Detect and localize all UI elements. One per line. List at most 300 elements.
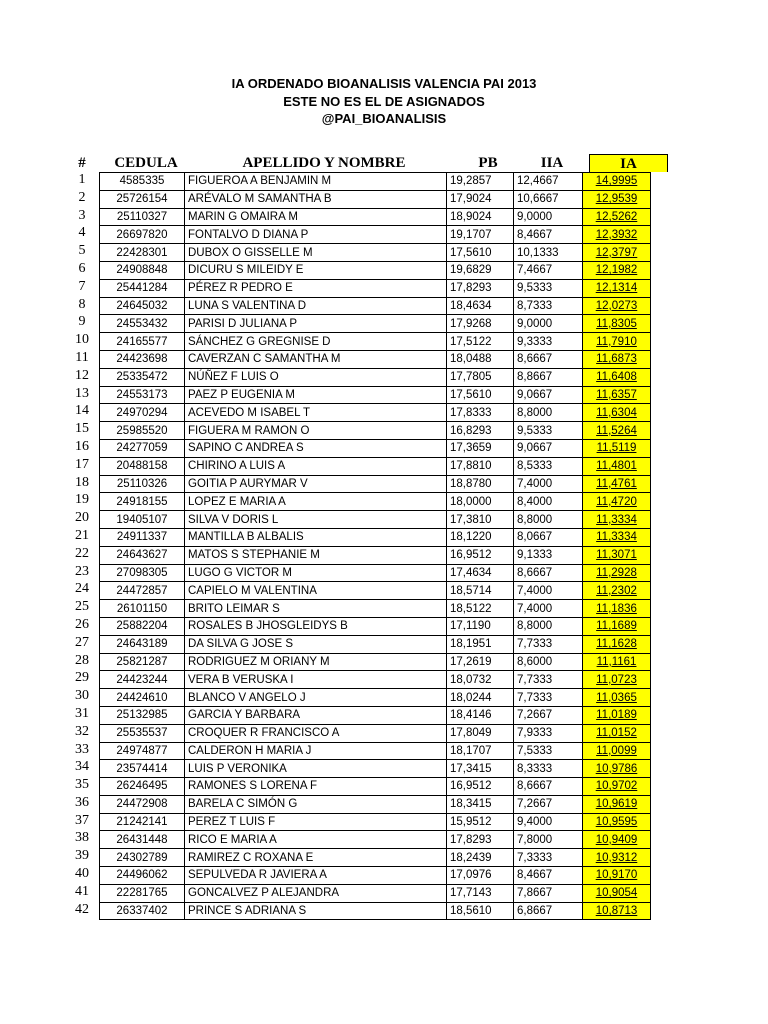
iia-cell: 9,5333: [514, 422, 583, 440]
nombre-cell: LUIS P VERONIKA: [185, 760, 447, 778]
pb-cell: 17,1190: [447, 617, 514, 635]
ia-cell: 11,1161: [583, 653, 651, 671]
nombre-cell: BLANCO V ANGELO J: [185, 689, 447, 707]
iia-cell: 9,0667: [514, 439, 583, 457]
cedula-cell: 24643627: [100, 546, 185, 564]
row-number: 33: [75, 741, 89, 757]
pb-cell: 17,8293: [447, 831, 514, 849]
table-row: [100, 493, 651, 511]
pb-cell: 17,8049: [447, 724, 514, 742]
cedula-cell: 22281765: [100, 884, 185, 902]
row-number: 17: [75, 456, 89, 472]
column-header-cedula: CEDULA: [114, 155, 178, 171]
iia-cell: 7,4000: [514, 475, 583, 493]
table-row: [100, 564, 651, 582]
table-row: [100, 208, 651, 226]
row-number: 5: [78, 243, 86, 259]
iia-cell: 7,7333: [514, 671, 583, 689]
nombre-cell: DA SILVA G JOSE S: [185, 635, 447, 653]
table-row: [100, 653, 651, 671]
cedula-cell: 24423244: [100, 671, 185, 689]
row-number: 36: [75, 794, 89, 810]
iia-cell: 7,2667: [514, 795, 583, 813]
iia-cell: 8,5333: [514, 457, 583, 475]
iia-cell: 7,2667: [514, 706, 583, 724]
pb-cell: 18,9024: [447, 208, 514, 226]
results-table: [99, 172, 651, 920]
cedula-cell: 24970294: [100, 404, 185, 422]
iia-cell: 7,4000: [514, 582, 583, 600]
ia-cell: 12,3797: [583, 244, 651, 262]
ia-cell: 11,6304: [583, 404, 651, 422]
iia-cell: 8,3333: [514, 760, 583, 778]
nombre-cell: BARELA C SIMÓN G: [185, 795, 447, 813]
pb-cell: 17,4634: [447, 564, 514, 582]
pb-cell: 18,4634: [447, 297, 514, 315]
row-number: 15: [75, 421, 89, 437]
iia-cell: 8,6667: [514, 350, 583, 368]
nombre-cell: SAPINO C ANDREA S: [185, 439, 447, 457]
ia-cell: 11,4761: [583, 475, 651, 493]
pb-cell: 17,8810: [447, 457, 514, 475]
table-row: [100, 457, 651, 475]
iia-cell: 9,3333: [514, 333, 583, 351]
row-number: 31: [75, 705, 89, 721]
iia-cell: 7,8000: [514, 831, 583, 849]
nombre-cell: PEREZ T LUIS F: [185, 813, 447, 831]
row-number: 16: [75, 438, 89, 454]
row-number: 41: [75, 883, 89, 899]
pb-cell: 18,4146: [447, 706, 514, 724]
pb-cell: 17,2619: [447, 653, 514, 671]
row-number: 23: [75, 563, 89, 579]
pb-cell: 17,3415: [447, 760, 514, 778]
cedula-cell: 25535537: [100, 724, 185, 742]
ia-cell: 11,2302: [583, 582, 651, 600]
table-row: [100, 724, 651, 742]
cedula-cell: 23574414: [100, 760, 185, 778]
table-row: [100, 368, 651, 386]
nombre-cell: PARISI D JULIANA P: [185, 315, 447, 333]
table-row: [100, 279, 651, 297]
nombre-cell: LUGO G VICTOR M: [185, 564, 447, 582]
nombre-cell: GOITIA P AURYMAR V: [185, 475, 447, 493]
ia-cell: 10,9786: [583, 760, 651, 778]
table-row: [100, 635, 651, 653]
ia-cell: 12,5262: [583, 208, 651, 226]
table-row: [100, 244, 651, 262]
ia-cell: 11,3334: [583, 511, 651, 529]
column-header-nombre: APELLIDO Y NOMBRE: [242, 155, 406, 171]
iia-cell: 12,4667: [514, 173, 583, 191]
iia-cell: 6,8667: [514, 902, 583, 920]
pb-cell: 17,7805: [447, 368, 514, 386]
cedula-cell: 24974877: [100, 742, 185, 760]
ia-cell: 10,9054: [583, 884, 651, 902]
row-number: 27: [75, 634, 89, 650]
column-header-num: #: [78, 155, 86, 171]
nombre-cell: LOPEZ E MARIA A: [185, 493, 447, 511]
cedula-cell: 24277059: [100, 439, 185, 457]
ia-cell: 11,0152: [583, 724, 651, 742]
ia-cell: 12,3932: [583, 226, 651, 244]
row-number: 22: [75, 545, 89, 561]
cedula-cell: 25985520: [100, 422, 185, 440]
table-row: [100, 902, 651, 920]
column-header-iia: IIA: [540, 155, 564, 171]
table-row: [100, 582, 651, 600]
row-number: 7: [78, 278, 86, 294]
cedula-cell: 19405107: [100, 511, 185, 529]
row-number: 28: [75, 652, 89, 668]
pb-cell: 18,8780: [447, 475, 514, 493]
pb-cell: 16,9512: [447, 778, 514, 796]
cedula-cell: 4585335: [100, 173, 185, 191]
cedula-cell: 22428301: [100, 244, 185, 262]
table-row: [100, 795, 651, 813]
nombre-cell: PRINCE S ADRIANA S: [185, 902, 447, 920]
nombre-cell: GARCIA Y BARBARA: [185, 706, 447, 724]
ia-cell: 11,4720: [583, 493, 651, 511]
table-row: [100, 831, 651, 849]
table-row: [100, 350, 651, 368]
row-number: 6: [78, 260, 86, 276]
table-row: [100, 849, 651, 867]
pb-cell: 17,0976: [447, 867, 514, 885]
cedula-cell: 24908848: [100, 261, 185, 279]
pb-cell: 17,7143: [447, 884, 514, 902]
pb-cell: 18,1951: [447, 635, 514, 653]
ia-cell: 11,0723: [583, 671, 651, 689]
table-row: [100, 297, 651, 315]
cedula-cell: 24472857: [100, 582, 185, 600]
cedula-cell: 25132985: [100, 706, 185, 724]
nombre-cell: RAMIREZ C ROXANA E: [185, 849, 447, 867]
pb-cell: 18,0000: [447, 493, 514, 511]
nombre-cell: BRITO LEIMAR S: [185, 600, 447, 618]
cedula-cell: 24302789: [100, 849, 185, 867]
row-number: 12: [75, 367, 89, 383]
nombre-cell: SEPULVEDA R JAVIERA A: [185, 867, 447, 885]
nombre-cell: CHIRINO A LUIS A: [185, 457, 447, 475]
pb-cell: 18,5714: [447, 582, 514, 600]
nombre-cell: NÚÑEZ F LUIS O: [185, 368, 447, 386]
iia-cell: 8,6667: [514, 778, 583, 796]
iia-cell: 8,4667: [514, 867, 583, 885]
table-row: [100, 528, 651, 546]
iia-cell: 7,7333: [514, 635, 583, 653]
row-number: 38: [75, 830, 89, 846]
pb-cell: 17,8333: [447, 404, 514, 422]
ia-cell: 14,9995: [583, 173, 651, 191]
row-number: 34: [75, 759, 89, 775]
table-row: [100, 422, 651, 440]
iia-cell: 9,0000: [514, 208, 583, 226]
pb-cell: 18,2439: [447, 849, 514, 867]
ia-cell: 11,7910: [583, 333, 651, 351]
pb-cell: 17,5122: [447, 333, 514, 351]
pb-cell: 18,1707: [447, 742, 514, 760]
nombre-cell: PÉREZ R PEDRO E: [185, 279, 447, 297]
row-number: 24: [75, 581, 89, 597]
iia-cell: 10,6667: [514, 190, 583, 208]
cedula-cell: 26101150: [100, 600, 185, 618]
iia-cell: 7,8667: [514, 884, 583, 902]
ia-cell: 12,0273: [583, 297, 651, 315]
cedula-cell: 25726154: [100, 190, 185, 208]
pb-cell: 17,5610: [447, 386, 514, 404]
cedula-cell: 25110326: [100, 475, 185, 493]
iia-cell: 8,8000: [514, 617, 583, 635]
iia-cell: 8,6667: [514, 564, 583, 582]
table-row: [100, 884, 651, 902]
ia-cell: 10,8713: [583, 902, 651, 920]
iia-cell: 8,6000: [514, 653, 583, 671]
cedula-cell: 25110327: [100, 208, 185, 226]
cedula-cell: 24424610: [100, 689, 185, 707]
table-row: [100, 867, 651, 885]
table-row: [100, 404, 651, 422]
iia-cell: 7,9333: [514, 724, 583, 742]
nombre-cell: PAEZ P EUGENIA M: [185, 386, 447, 404]
ia-cell: 11,5119: [583, 439, 651, 457]
row-number: 37: [75, 812, 89, 828]
row-number: 10: [75, 332, 89, 348]
nombre-cell: CAVERZAN C SAMANTHA M: [185, 350, 447, 368]
row-number: 19: [75, 492, 89, 508]
ia-cell: 12,9539: [583, 190, 651, 208]
table-row: [100, 760, 651, 778]
iia-cell: 7,3333: [514, 849, 583, 867]
iia-cell: 9,0667: [514, 386, 583, 404]
iia-cell: 9,1333: [514, 546, 583, 564]
iia-cell: 8,4667: [514, 226, 583, 244]
row-number: 13: [75, 385, 89, 401]
document-subtitle: ESTE NO ES EL DE ASIGNADOS: [283, 94, 485, 109]
cedula-cell: 26246495: [100, 778, 185, 796]
ia-cell: 11,0365: [583, 689, 651, 707]
ia-cell: 11,3071: [583, 546, 651, 564]
ia-cell: 11,6408: [583, 368, 651, 386]
table-row: [100, 439, 651, 457]
iia-cell: 7,4000: [514, 600, 583, 618]
pb-cell: 18,0488: [447, 350, 514, 368]
pb-cell: 17,9268: [447, 315, 514, 333]
row-number-column: [66, 172, 98, 919]
ia-cell: 11,8305: [583, 315, 651, 333]
ia-cell: 11,3334: [583, 528, 651, 546]
table-row: [100, 778, 651, 796]
pb-cell: 17,3810: [447, 511, 514, 529]
cedula-cell: 20488158: [100, 457, 185, 475]
nombre-cell: MARIN G OMAIRA M: [185, 208, 447, 226]
nombre-cell: DICURU S MILEIDY E: [185, 261, 447, 279]
row-number: 39: [75, 848, 89, 864]
row-number: 26: [75, 616, 89, 632]
iia-cell: 8,8000: [514, 511, 583, 529]
nombre-cell: SILVA V DORIS L: [185, 511, 447, 529]
pb-cell: 17,5610: [447, 244, 514, 262]
nombre-cell: LUNA S VALENTINA D: [185, 297, 447, 315]
nombre-cell: MANTILLA B ALBALIS: [185, 528, 447, 546]
table-row: [100, 546, 651, 564]
nombre-cell: ROSALES B JHOSGLEIDYS B: [185, 617, 447, 635]
pb-cell: 16,8293: [447, 422, 514, 440]
column-header-pb: PB: [478, 155, 498, 171]
pb-cell: 17,9024: [447, 190, 514, 208]
cedula-cell: 24918155: [100, 493, 185, 511]
ia-cell: 11,6357: [583, 386, 651, 404]
ia-cell: 10,9409: [583, 831, 651, 849]
table-row: [100, 813, 651, 831]
row-number: 2: [78, 189, 86, 205]
table-row: [100, 261, 651, 279]
pb-cell: 18,1220: [447, 528, 514, 546]
iia-cell: 8,4000: [514, 493, 583, 511]
iia-cell: 8,8667: [514, 368, 583, 386]
row-number: 30: [75, 688, 89, 704]
row-number: 9: [78, 314, 86, 330]
ia-cell: 11,1689: [583, 617, 651, 635]
iia-cell: 9,5333: [514, 279, 583, 297]
row-number: 29: [75, 670, 89, 686]
nombre-cell: FIGUEROA A BENJAMIN M: [185, 173, 447, 191]
pb-cell: 18,5610: [447, 902, 514, 920]
ia-cell: 10,9170: [583, 867, 651, 885]
cedula-cell: 26431448: [100, 831, 185, 849]
cedula-cell: 21242141: [100, 813, 185, 831]
cedula-cell: 25335472: [100, 368, 185, 386]
row-number: 32: [75, 723, 89, 739]
ia-cell: 10,9312: [583, 849, 651, 867]
iia-cell: 8,0667: [514, 528, 583, 546]
cedula-cell: 24423698: [100, 350, 185, 368]
row-number: 3: [78, 207, 86, 223]
document-title: IA ORDENADO BIOANALISIS VALENCIA PAI 2013: [231, 76, 537, 91]
pb-cell: 18,3415: [447, 795, 514, 813]
nombre-cell: FIGUERA M RAMON O: [185, 422, 447, 440]
iia-cell: 7,4667: [514, 261, 583, 279]
cedula-cell: 25882204: [100, 617, 185, 635]
row-number: 35: [75, 777, 89, 793]
iia-cell: 8,8000: [514, 404, 583, 422]
nombre-cell: SÁNCHEZ G GREGNISE D: [185, 333, 447, 351]
cedula-cell: 26697820: [100, 226, 185, 244]
ia-cell: 11,2928: [583, 564, 651, 582]
pb-cell: 16,9512: [447, 546, 514, 564]
cedula-cell: 24643189: [100, 635, 185, 653]
pb-cell: 19,1707: [447, 226, 514, 244]
pb-cell: 18,5122: [447, 600, 514, 618]
nombre-cell: FONTALVO D DIANA P: [185, 226, 447, 244]
ia-cell: 11,1628: [583, 635, 651, 653]
ia-cell: 10,9595: [583, 813, 651, 831]
row-number: 14: [75, 403, 89, 419]
table-row: [100, 671, 651, 689]
ia-cell: 12,1314: [583, 279, 651, 297]
column-header-ia: IA: [589, 154, 668, 172]
cedula-cell: 25441284: [100, 279, 185, 297]
ia-cell: 11,5264: [583, 422, 651, 440]
row-number: 8: [78, 296, 86, 312]
nombre-cell: ARÉVALO M SAMANTHA B: [185, 190, 447, 208]
row-number: 11: [75, 349, 89, 365]
row-number: 42: [75, 901, 89, 917]
table-row: [100, 190, 651, 208]
table-row: [100, 386, 651, 404]
table-row: [100, 706, 651, 724]
ia-cell: 11,1836: [583, 600, 651, 618]
nombre-cell: RICO E MARIA A: [185, 831, 447, 849]
cedula-cell: 27098305: [100, 564, 185, 582]
cedula-cell: 24165577: [100, 333, 185, 351]
pb-cell: 15,9512: [447, 813, 514, 831]
table-row: [100, 511, 651, 529]
row-number: 20: [75, 510, 89, 526]
ia-cell: 10,9702: [583, 778, 651, 796]
iia-cell: 9,4000: [514, 813, 583, 831]
iia-cell: 7,7333: [514, 689, 583, 707]
table-row: [100, 689, 651, 707]
nombre-cell: RAMONES S LORENA F: [185, 778, 447, 796]
cedula-cell: 24553173: [100, 386, 185, 404]
table-row: [100, 333, 651, 351]
document-handle: @PAI_BIOANALISIS: [321, 111, 447, 126]
table-row: [100, 600, 651, 618]
ia-cell: 11,6873: [583, 350, 651, 368]
row-number: 4: [78, 225, 86, 241]
ia-cell: 11,0099: [583, 742, 651, 760]
table-row: [100, 617, 651, 635]
pb-cell: 17,3659: [447, 439, 514, 457]
cedula-cell: 24553432: [100, 315, 185, 333]
nombre-cell: CROQUER R FRANCISCO A: [185, 724, 447, 742]
iia-cell: 10,1333: [514, 244, 583, 262]
nombre-cell: DUBOX O GISSELLE M: [185, 244, 447, 262]
iia-cell: 8,7333: [514, 297, 583, 315]
cedula-cell: 26337402: [100, 902, 185, 920]
pb-cell: 18,0732: [447, 671, 514, 689]
nombre-cell: MATOS S STEPHANIE M: [185, 546, 447, 564]
ia-cell: 10,9619: [583, 795, 651, 813]
cedula-cell: 24645032: [100, 297, 185, 315]
row-number: 21: [75, 527, 89, 543]
pb-cell: 19,2857: [447, 173, 514, 191]
cedula-cell: 24496062: [100, 867, 185, 885]
nombre-cell: ACEVEDO M ISABEL T: [185, 404, 447, 422]
nombre-cell: VERA B VERUSKA I: [185, 671, 447, 689]
row-number: 18: [75, 474, 89, 490]
ia-cell: 11,0189: [583, 706, 651, 724]
nombre-cell: CAPIELO M VALENTINA: [185, 582, 447, 600]
nombre-cell: CALDERON H MARIA J: [185, 742, 447, 760]
row-number: 1: [78, 172, 86, 187]
table-row: [100, 173, 651, 191]
iia-cell: 9,0000: [514, 315, 583, 333]
iia-cell: 7,5333: [514, 742, 583, 760]
ia-cell: 12,1982: [583, 261, 651, 279]
table-row: [100, 475, 651, 493]
ia-cell: 11,4801: [583, 457, 651, 475]
row-number: 40: [75, 866, 89, 882]
cedula-cell: 25821287: [100, 653, 185, 671]
table-row: [100, 315, 651, 333]
table-row: [100, 742, 651, 760]
pb-cell: 18,0244: [447, 689, 514, 707]
pb-cell: 17,8293: [447, 279, 514, 297]
cedula-cell: 24472908: [100, 795, 185, 813]
cedula-cell: 24911337: [100, 528, 185, 546]
